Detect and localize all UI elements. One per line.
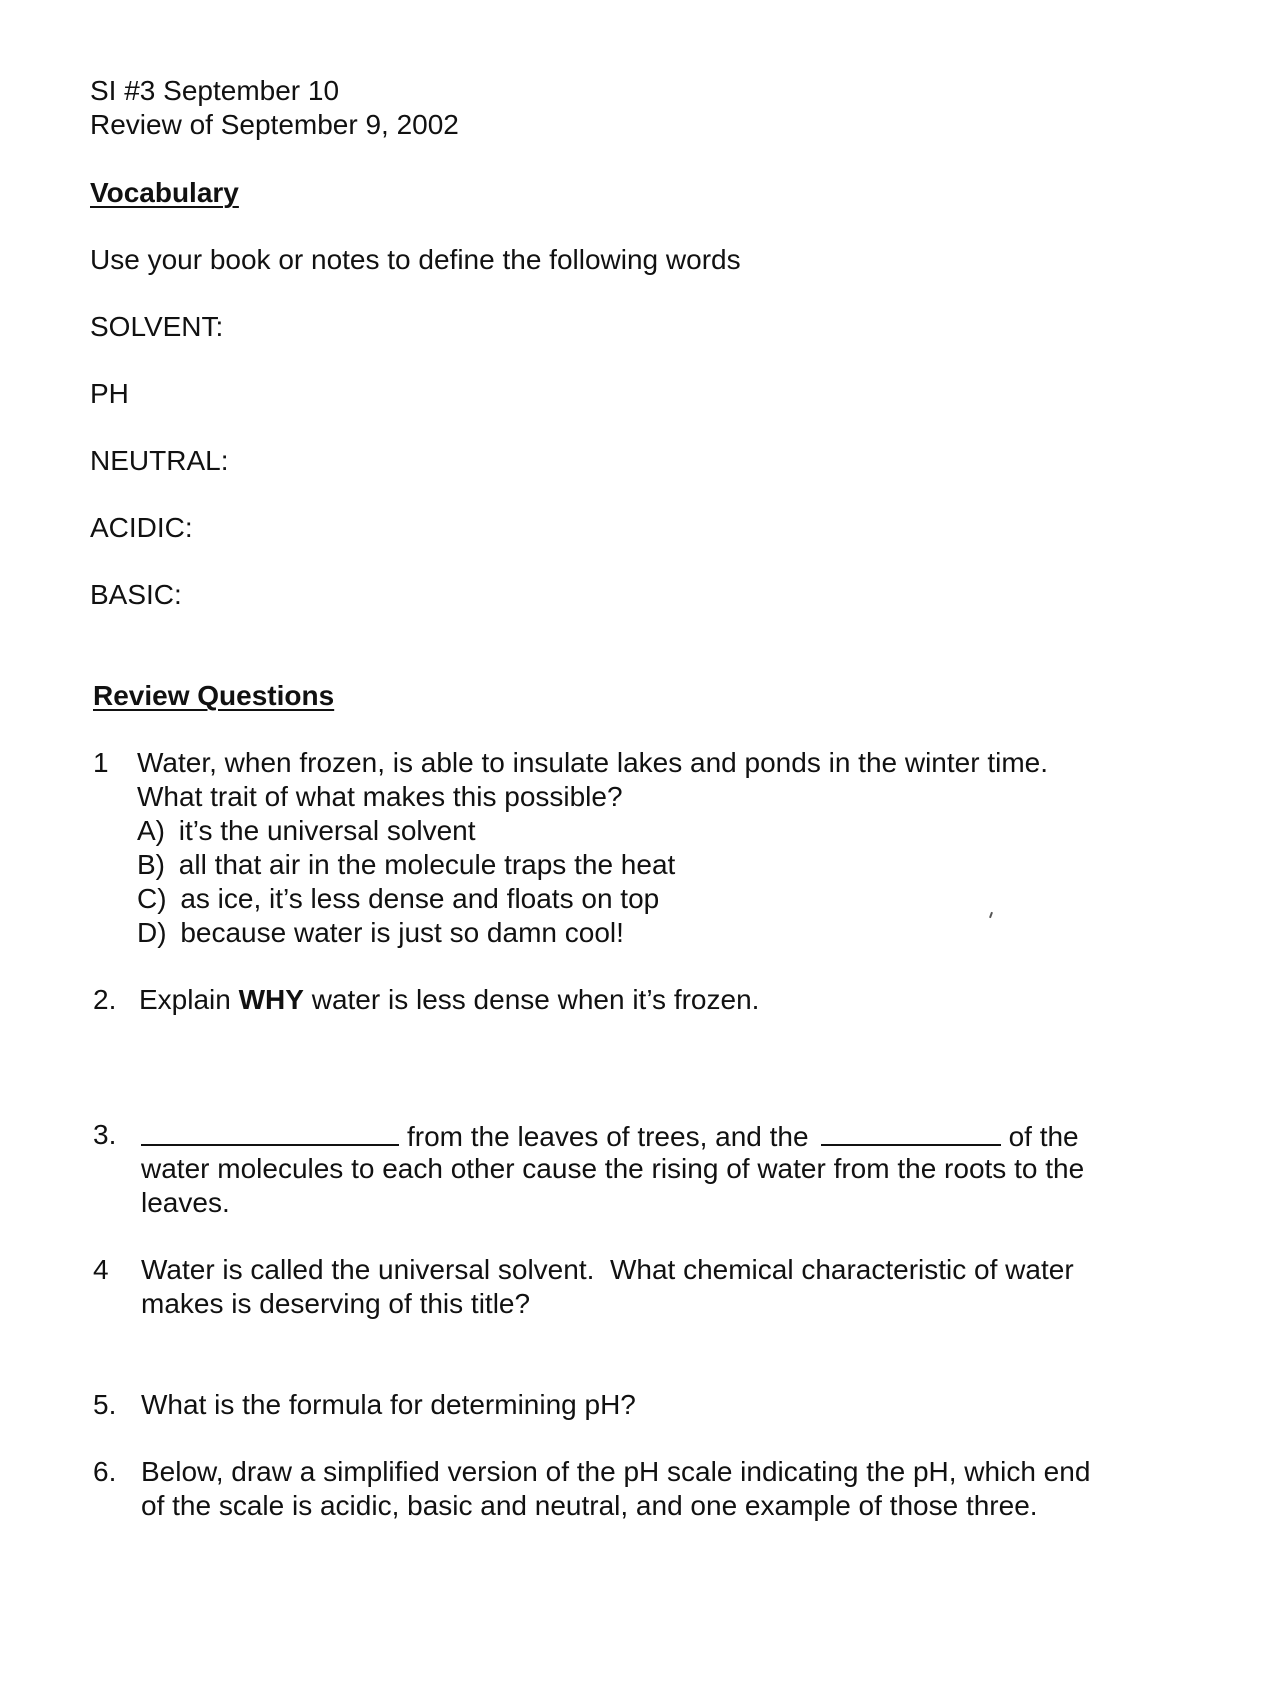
question-1-number: 1 (93, 747, 109, 778)
question-3-number: 3. (93, 1119, 117, 1150)
question-3-line-2: water molecules to each other cause the rising of water from the roots to the (141, 1153, 1085, 1184)
question-6-line-1: Below, draw a simplified version of the pH scale indicating the pH, which end (141, 1456, 1091, 1487)
question-2-text (139, 983, 759, 1017)
vocab-term-basic: BASIC: (90, 579, 182, 610)
option-d-letter: D) (137, 917, 167, 948)
option-b-text: all that air in the molecule traps the heat (178, 849, 676, 880)
vocab-term-ph: PH (90, 378, 129, 409)
question-4-number: 4 (93, 1254, 109, 1285)
header-line-2: Review of September 9, 2002 (90, 109, 459, 140)
question-3-part-1: from the leaves of trees, and the (407, 1121, 809, 1152)
option-a-text: it’s the universal solvent (178, 815, 476, 846)
stray-mark (989, 912, 993, 918)
question-6-line-2: of the scale is acidic, basic and neutral, and one example of those three. (141, 1490, 1038, 1521)
option-c-text: as ice, it’s less dense and floats on top (180, 883, 660, 914)
question-2-number: 2. (93, 984, 117, 1015)
question-2-prefix: Explain (139, 984, 239, 1015)
option-a (137, 814, 476, 848)
question-5-line-1: What is the formula for determining pH? (141, 1389, 636, 1420)
vocab-term-solvent: SOLVENT: (90, 311, 224, 342)
option-b-letter: B) (137, 849, 165, 880)
question-4-line-2: makes is deserving of this title? (141, 1288, 531, 1319)
option-b (137, 848, 675, 882)
question-1-line-2: What trait of what makes this possible? (137, 781, 623, 812)
question-5-number: 5. (93, 1389, 117, 1420)
vocabulary-title: Vocabulary (90, 177, 239, 208)
option-d-text: because water is just so damn cool! (180, 917, 624, 948)
header-line-1: SI #3 September 10 (90, 75, 340, 106)
blank-1[interactable] (141, 1118, 399, 1146)
option-a-letter: A) (137, 815, 165, 846)
review-title: Review Questions (93, 680, 335, 711)
question-2-emphasis: WHY (238, 984, 304, 1015)
blank-2[interactable] (821, 1118, 1001, 1146)
option-c (137, 882, 659, 916)
question-6-number: 6. (93, 1456, 117, 1487)
vocab-term-acidic: ACIDIC: (90, 512, 193, 543)
option-c-letter: C) (137, 883, 167, 914)
question-4-line-1: Water is called the universal solvent. What chemical characteristic of water (141, 1254, 1074, 1285)
question-3-line-3: leaves. (141, 1187, 230, 1218)
question-3-part-2: of the (1008, 1121, 1079, 1152)
question-3-line-1 (141, 1118, 1079, 1154)
option-d (137, 916, 624, 950)
vocab-term-neutral: NEUTRAL: (90, 445, 229, 476)
vocabulary-instructions: Use your book or notes to define the following words (90, 244, 741, 275)
question-1-line-1: Water, when frozen, is able to insulate lakes and ponds in the winter time. (137, 747, 1049, 778)
question-2-suffix: water is less dense when it’s frozen. (303, 984, 760, 1015)
